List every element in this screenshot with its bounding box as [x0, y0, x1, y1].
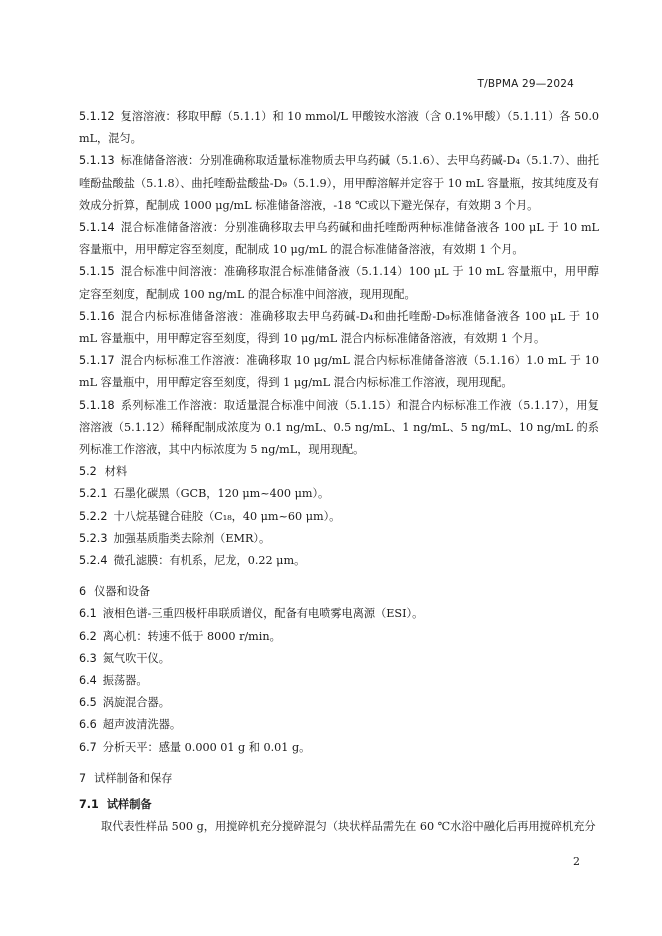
clause-6-2: 6.2 离心机：转速不低于 8000 r/min。	[79, 629, 281, 643]
section-heading-7-1: 7.1 试样制备	[79, 798, 152, 812]
clause-6-3: 6.3 氮气吹干仪。	[79, 651, 170, 665]
clause-5-1-18: 5.1.18 系列标准工作溶液：取适量混合标准中间液（5.1.15）和混合内标标准工作液（5.1.17），用复溶溶液（5.1.12）稀释配制成浓度为 0.1 ng/mL、0.5 ng/mL、1 ng/mL、5 ng/mL、10 ng/mL 的系列标准工作溶液，其中内标浓度为 5 ng/mL，现用现配。	[79, 398, 599, 457]
clause-6-1: 6.1 液相色谱-三重四极杆串联质谱仪，配备有电喷雾电离源（ESI）。	[79, 607, 424, 621]
clause-5-2-1: 5.2.1 石墨化碳黑（GCB，120 μm~400 μm）。	[79, 487, 330, 501]
clause-5-1-17: 5.1.17 混合内标标准工作溶液：准确移取 10 μg/mL 混合内标标准储备溶液（5.1.16）1.0 mL 于 10 mL 容量瓶中，用甲醇定容至刻度，得到 1 μg/mL 混合内标标准工作溶液，现用现配。	[79, 354, 599, 390]
clause-5-2-4: 5.2.4 微孔滤膜：有机系，尼龙，0.22 μm。	[79, 554, 306, 568]
clause-5-1-13: 5.1.13 标准储备溶液：分别准确称取适量标准物质去甲乌药碱（5.1.6）、去甲乌药碱-D₄（5.1.7）、曲托喹酚盐酸盐（5.1.8）、曲托喹酚盐酸盐-D₉（5.1.9），用甲醇溶解并定容于 10 mL 容量瓶，按其纯度及有效成分折算，配制成 1000 μg/mL 标准储备溶液，-18 ℃或以下避光保存，有效期 3 个月。	[79, 154, 599, 212]
clause-5-1-12: 5.1.12 复溶溶液：移取甲醇（5.1.1）和 10 mmol/L 甲酸铵水溶液（含 0.1%甲酸）（5.1.11）各 50.0 mL，混匀。	[79, 110, 599, 146]
section-heading-6: 6 仪器和设备	[79, 585, 151, 599]
clause-5-1-14: 5.1.14 混合标准储备溶液：分别准确移取去甲乌药碱和曲托喹酚两种标准储备液各 100 μL 于 10 mL 容量瓶中，用甲醇定容至刻度，配制成 10 μg/mL 的混合标准储备溶液，有效期 1 个月。	[79, 221, 599, 257]
clause-5-2-3: 5.2.3 加强基质脂类去除剂（EMR）。	[79, 531, 271, 545]
clause-6-4: 6.4 振荡器。	[79, 674, 148, 688]
section-heading-5-2: 5.2 材料	[79, 465, 128, 479]
clause-7-1-body: 取代表性样品 500 g，用搅碎机充分搅碎混匀（块状样品需先在 60 ℃水浴中融化后再用搅碎机充分	[101, 820, 596, 834]
clause-5-1-16: 5.1.16 混合内标标准储备溶液：准确移取去甲乌药碱-D₄和曲托喹酚-D₉标准储备液各 100 μL 于 10 mL 容量瓶中，用甲醇定容至刻度，得到 10 μg/mL 混合内标标准储备溶液，有效期 1 个月。	[79, 309, 599, 346]
document-code: T/BPMA 29—2024	[477, 78, 574, 90]
section-heading-7: 7 试样制备和保存	[79, 771, 173, 785]
clause-6-5: 6.5 涡旋混合器。	[79, 696, 170, 710]
clause-5-1-15: 5.1.15 混合标准中间溶液：准确移取混合标准储备液（5.1.14）100 μL 于 10 mL 容量瓶中，用甲醇定容至刻度，配制成 100 ng/mL 的混合标准中间溶液，现用现配。	[79, 265, 599, 301]
clause-5-2-2: 5.2.2 十八烷基键合硅胶（C₁₈，40 μm~60 μm）。	[79, 509, 341, 523]
clause-6-7: 6.7 分析天平：感量 0.000 01 g 和 0.01 g。	[79, 740, 311, 754]
clause-6-6: 6.6 超声波清洗器。	[79, 718, 182, 732]
document-body	[79, 106, 599, 839]
page-number: 2	[573, 855, 580, 868]
